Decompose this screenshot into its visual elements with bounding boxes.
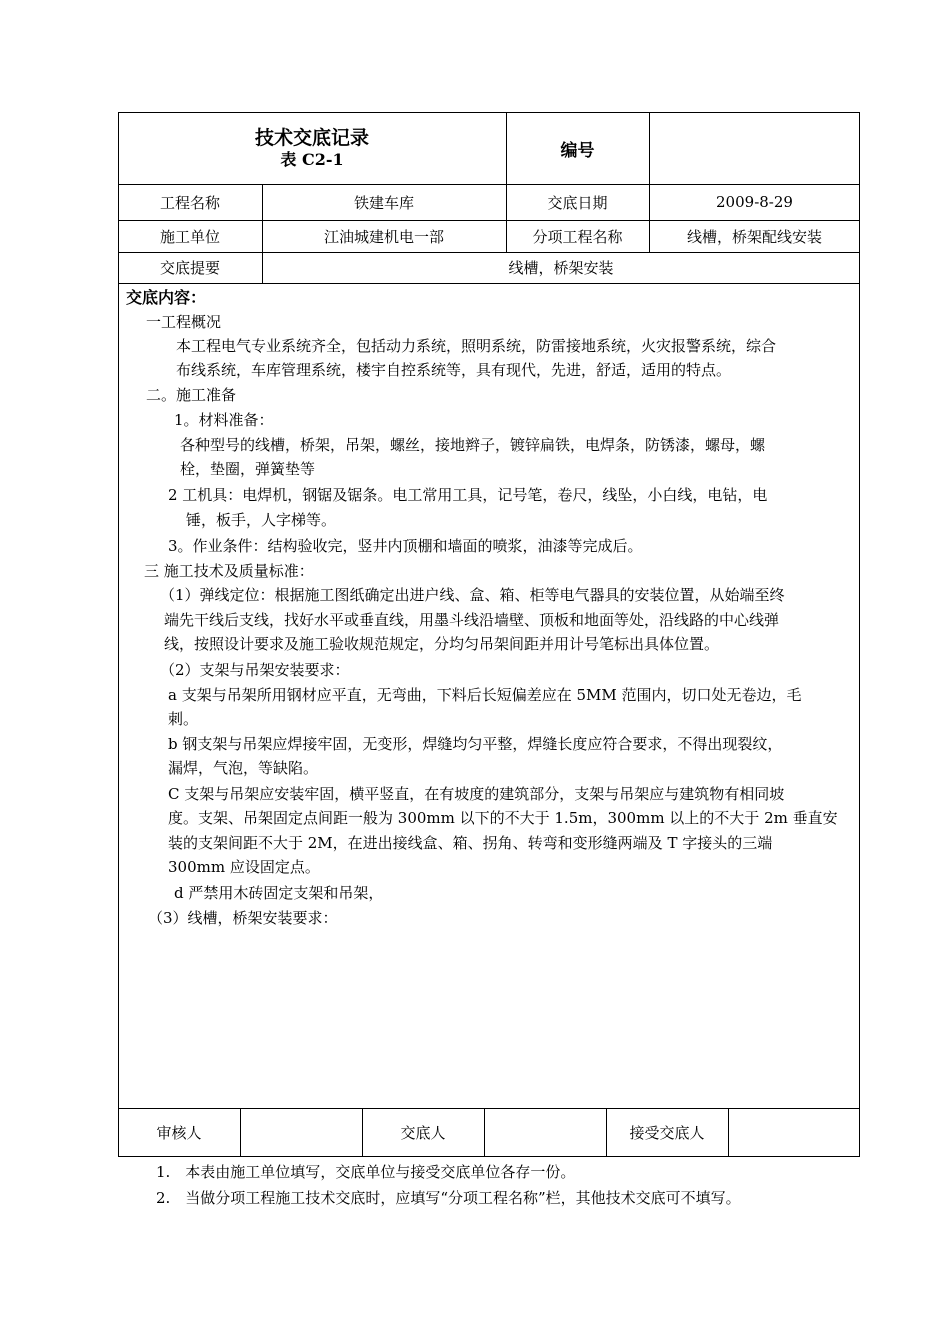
reviewer-label: 审核人: [156, 1124, 202, 1142]
form-code: 表 C2-1: [280, 150, 344, 169]
content-line: 栓，垫圈，弹簧垫等: [180, 460, 316, 478]
discloser-field[interactable]: [484, 1108, 606, 1157]
project-name-label: 工程名称: [159, 193, 220, 212]
summary-label: 交底提要: [159, 259, 220, 277]
form-header: [118, 112, 506, 184]
content-line: 刺。: [168, 710, 199, 728]
section-heading: 一工程概况: [146, 313, 222, 331]
content-heading: 交底内容：: [126, 288, 207, 307]
content-line: b 钢支架与吊架应焊接牢固，无变形，焊缝均匀平整，焊缝长度应符合要求，不得出现裂纹，: [168, 735, 783, 753]
content-line: 3。作业条件：结构验收完，竖井内顶棚和墙面的喷浆，油漆等完成后。: [168, 537, 643, 555]
unit-label: 施工单位: [159, 227, 220, 246]
footnote: 2. 当做分项工程施工技术交底时，应填写“分项工程名称”栏，其他技术交底可不填写。: [156, 1189, 741, 1207]
content-line: a 支架与吊架所用钢材应平直，无弯曲，下料后长短偏差应在 5MM 范围内，切口处无卷边，毛: [168, 686, 802, 704]
content-line: （2）支架与吊架安装要求：: [160, 661, 350, 679]
reviewer-field[interactable]: [240, 1108, 362, 1157]
content-line: 漏焊，气泡，等缺陷。: [168, 759, 319, 777]
row-divider: [118, 283, 860, 284]
footnote: 1. 本表由施工单位填写，交底单位与接受交底单位各存一份。: [156, 1163, 576, 1181]
content-line: 端先干线后支线，找好水平或垂直线，用墨斗线沿墙壁、顶板和地面等处，沿线路的中心线弹: [164, 611, 780, 629]
number-label: 编号: [560, 140, 595, 161]
subproject-value: 线槽，桥架配线安装: [686, 227, 822, 246]
receiver-field[interactable]: [728, 1108, 860, 1157]
content-line: 1。材料准备：: [174, 411, 274, 429]
date-label: 交底日期: [547, 193, 608, 212]
date-value: 2009-8-29: [716, 193, 793, 211]
receiver-label: 接受交底人: [629, 1124, 705, 1142]
content-line: d 严禁用木砖固定支架和吊架，: [174, 884, 384, 902]
content-line: 装的支架间距不大于 2M，在进出接线盒、箱、拐角、转弯和变形缝两端及 T 字接头的三端: [168, 834, 773, 852]
discloser-label: 交底人: [400, 1124, 446, 1142]
unit-value: 江油城建机电一部: [323, 227, 444, 246]
section-heading: 三 施工技术及质量标准：: [144, 562, 314, 580]
content-line: 锤，板手，人字梯等。: [186, 511, 337, 529]
project-name-value: 铁建车库: [353, 193, 414, 212]
summary-value: 线槽，桥架安装: [508, 259, 614, 277]
content-line: 本工程电气专业系统齐全，包括动力系统，照明系统，防雷接地系统，火灾报警系统，综合: [176, 337, 777, 355]
content-line: （1）弹线定位：根据施工图纸确定出进户线、盒、箱、柜等电气器具的安装位置，从始端至终: [160, 586, 785, 604]
content-line: C 支架与吊架应安装牢固，横平竖直，在有坡度的建筑部分，支架与吊架应与建筑物有相同坡: [168, 785, 785, 803]
content-line: 300mm 应设固定点。: [168, 858, 320, 876]
content-line: 2 工机具：电焊机，钢锯及锯条。电工常用工具，记号笔，卷尺，线坠，小白线，电钻，电: [168, 486, 768, 504]
section-heading: 二。施工准备: [146, 386, 237, 404]
number-value: [649, 112, 860, 184]
content-line: 线，按照设计要求及施工验收规范规定，分均匀吊架间距并用计号笔标出具体位置。: [164, 635, 720, 653]
content-line: （3）线槽，桥架安装要求：: [148, 909, 338, 927]
content-line: 布线系统，车库管理系统，楼宇自控系统等，具有现代，先进，舒适，适用的特点。: [176, 361, 732, 379]
content-line: 各种型号的线槽，桥架，吊架，螺丝，接地辫子，镀锌扁铁，电焊条，防锈漆，螺母，螺: [180, 436, 766, 454]
content-line: 度。支架、吊架固定点间距一般为 300mm 以下的不大于 1.5m，300mm 以上的不大于 2m 垂直安: [168, 809, 838, 827]
subproject-label: 分项工程名称: [532, 227, 623, 246]
form-title: 技术交底记录: [254, 127, 369, 149]
